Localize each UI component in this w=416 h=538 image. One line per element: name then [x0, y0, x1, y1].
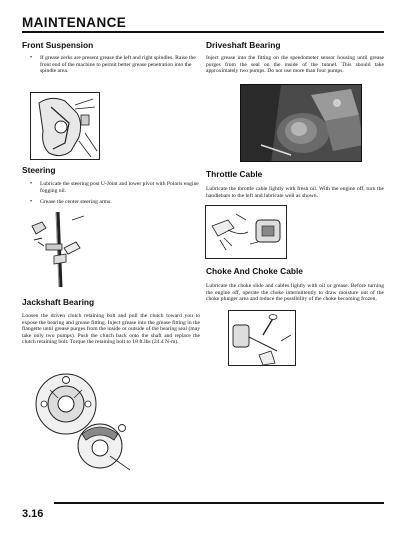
sensor-housing-photo [241, 85, 362, 162]
throttle-cable-heading: Throttle Cable [206, 169, 263, 179]
driveshaft-bearing-heading: Driveshaft Bearing [206, 40, 281, 50]
jackshaft-bearing-text: Loosen the driven clutch retaining bolt and pull the clutch toward you to expose the bearing and grease fitting. Inject grease into the grease fitting in the flangette until grease purges from the inside or outside of the bearing seal (may take only two pumps). Push the clutch back onto the shaft and replace the clutch retaining bolt. Torque the retaining bolt to 18 ft.lbs (24.4 N-m). [22, 313, 200, 346]
jackshaft-bearing-figure [30, 368, 142, 476]
driveshaft-bearing-text: Inject grease into the fitting on the speedometer sensor housing until grease purges from the seal on the inside of the tunnel. This should take approximately two pumps. Do not use more than four pumps. [206, 55, 384, 75]
title-rule [22, 31, 384, 33]
front-suspension-heading: Front Suspension [22, 40, 94, 50]
choke-slide-illustration [229, 311, 296, 366]
page-number: 3.16 [22, 508, 44, 520]
driveshaft-bearing-section [206, 40, 384, 75]
list-item: • Grease the center steering arms. [30, 199, 200, 206]
steering-section [22, 165, 200, 206]
choke-cable-text: Lubricate the choke slide and cables lightly with oil or grease. Before turning the engine off, operate the choke intermittently to draw moisture out of the choke plunger area and reduce the possibility of the choke becoming frozen. [206, 283, 384, 303]
throttle-cable-text: Lubricate the throttle cable lightly with fresh oil. With the engine off, turn the handlebars to the left and lubricate well as shown. [206, 186, 384, 199]
jackshaft-bearing-section [22, 297, 200, 346]
steering-post-illustration [28, 212, 88, 287]
throttle-cable-figure [205, 205, 287, 259]
throttle-lever-illustration [206, 206, 287, 259]
driveshaft-bearing-photo [240, 84, 362, 162]
bearing-flangette-illustration [30, 368, 142, 476]
throttle-cable-section [206, 169, 384, 199]
steering-list [22, 181, 200, 206]
jackshaft-bearing-heading: Jackshaft Bearing [22, 297, 95, 307]
list-item: • Lubricate the steering post U-Joint and lower pivot with Polaris engine fogging oil. [30, 181, 200, 194]
front-suspension-list [22, 55, 200, 75]
steering-figure [28, 212, 88, 287]
bottom-rule [54, 502, 384, 504]
choke-cable-section [206, 266, 384, 303]
choke-cable-heading: Choke And Choke Cable [206, 266, 303, 276]
list-item: • If grease zerks are present grease the left and right spindles. Raise the front end of the machine to permit better grease penetration into the spindle area. [30, 55, 200, 75]
steering-heading: Steering [22, 165, 56, 175]
page-title: MAINTENANCE [22, 15, 127, 30]
front-suspension-section [22, 40, 200, 75]
choke-cable-figure [228, 310, 296, 366]
front-suspension-figure [30, 92, 100, 160]
spindle-illustration [31, 93, 100, 160]
